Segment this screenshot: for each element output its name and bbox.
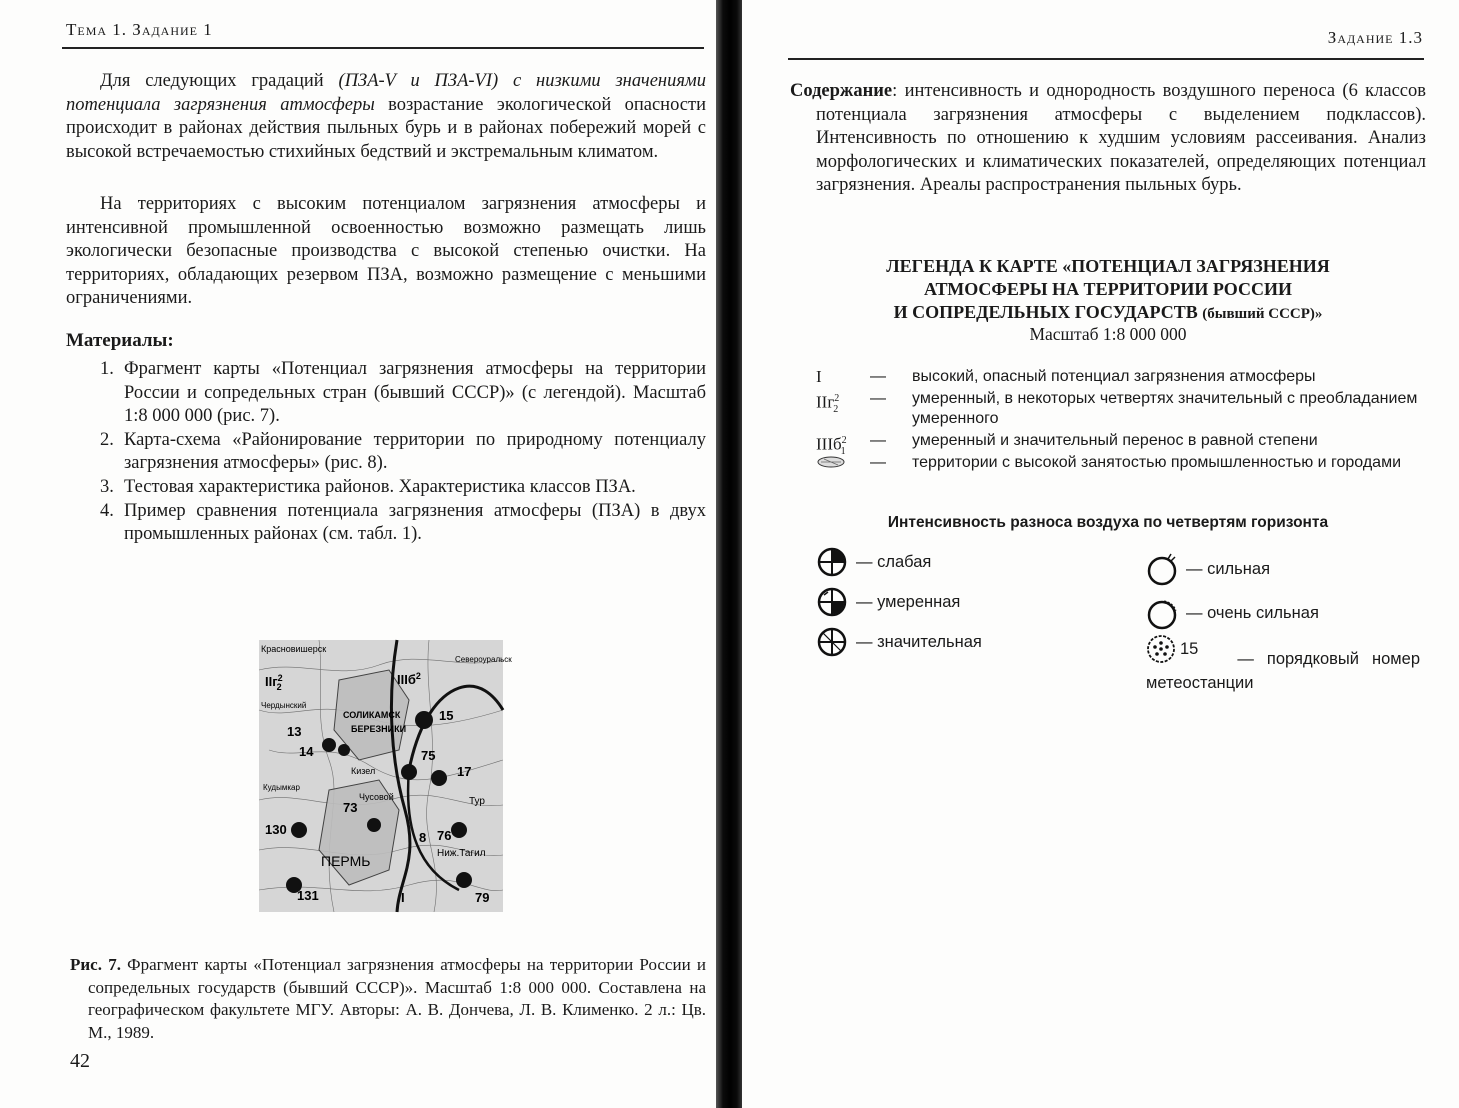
- wind-rose-significant-icon: [816, 626, 848, 658]
- figure-label: Рис. 7.: [70, 955, 121, 974]
- industrial-area-icon: [816, 453, 866, 474]
- map-label-iig: IIг$^2$ 2: [265, 673, 283, 692]
- legend-dash: —: [870, 368, 886, 385]
- intensity-strong-label: — сильная: [1186, 559, 1270, 578]
- map-label-14: 14: [299, 744, 314, 759]
- legend-symbol: IIIб$^2_1$: [816, 434, 847, 458]
- legend-symbol: IIг$^2_2$: [816, 392, 840, 416]
- list-item: [100, 429, 706, 476]
- materials-title: Материалы:: [66, 330, 174, 351]
- legend-item-industrial: [816, 453, 1428, 473]
- station-symbol: [1146, 634, 1198, 664]
- list-item-text: Фрагмент карты «Потенциал загрязнения атмосферы на территории России и сопредельных стран (бывший СССР)» (с легендой). Масштаб 1:8 000 000 (рис. 7).: [124, 359, 706, 427]
- legend-scale: Масштаб 1:8 000 000: [1029, 324, 1187, 344]
- list-item: [100, 500, 706, 547]
- map-label-8: 8: [419, 830, 427, 845]
- wind-rose-very-strong-icon: [1146, 596, 1178, 630]
- legend-item-class-iiib: [816, 431, 1428, 458]
- intensity-very-strong: [1146, 596, 1319, 630]
- map-fragment-drawing: [259, 640, 512, 912]
- map-label-79: 79: [475, 890, 490, 905]
- legend-dash: —: [870, 432, 886, 449]
- intensity-strong: [1146, 552, 1270, 586]
- wind-rose-weak-icon: [816, 546, 848, 578]
- list-item-text: Пример сравнения потенциала загрязнения атмосферы (ПЗА) в двух промышленных районах (см. табл. 1).: [124, 500, 706, 545]
- legend-title: [790, 255, 1426, 326]
- intensity-weak: [816, 546, 931, 578]
- map-label-17: 17: [457, 764, 472, 779]
- legend-text: высокий, опасный потенциал загрязнения атмосферы: [912, 368, 1316, 385]
- map-fragment: [259, 640, 512, 912]
- legend-text: умеренный, в некоторых четвертях значительный с преобладанием умеренного: [912, 390, 1418, 427]
- intensity-very-strong-label: — очень сильная: [1186, 603, 1319, 622]
- legend-title-small: (бывший СССР)»: [1202, 306, 1323, 322]
- list-item-number: 2.: [100, 429, 114, 450]
- intensity-moderate-label: — умеренная: [856, 592, 961, 611]
- map-label-75: 75: [421, 748, 436, 763]
- map-label-chusovoy: Чусовой: [359, 792, 394, 802]
- figure-caption: [70, 954, 706, 1044]
- list-item: [100, 358, 706, 429]
- content-text: : интенсивность и однородность воздушного переноса (6 классов потенциала загрязнения атмосферы с выделением подклассов). Интенсивность по отношению к худшим условиям рассеивания. Анализ морфологических и климатических показателей, определяющих потенциал загрязнения. Ареалы распространения пыльных бурь.: [816, 81, 1426, 196]
- header-rule-left: [62, 47, 704, 49]
- intensity-weak-label: — слабая: [856, 552, 932, 571]
- legend-title-line-3-main: И СОПРЕДЕЛЬНЫХ ГОСУДАРСТВ: [893, 302, 1198, 322]
- legend-items: [816, 367, 1428, 475]
- paragraph-lead: Для следующих градаций: [100, 71, 339, 91]
- list-item-number: 3.: [100, 476, 114, 497]
- wind-rose-strong-icon: [1146, 552, 1178, 586]
- list-item-text: Карта-схема «Районирование территории по природному потенциалу загрязнения атмосферы» (рис. 8).: [124, 429, 706, 474]
- book-gutter: [716, 0, 744, 1108]
- map-label-15: 15: [439, 708, 454, 723]
- content-label: Содержание: [790, 81, 893, 101]
- map-label-severouralsk: Североуральск: [455, 655, 512, 664]
- running-head-left: Тема 1. Задание 1: [66, 20, 213, 39]
- station-number: 15: [1180, 640, 1199, 658]
- map-label-73: 73: [343, 800, 358, 815]
- map-label-76: 76: [437, 828, 452, 843]
- running-head-right: Задание 1.3: [1327, 28, 1423, 47]
- intensity-significant: [816, 626, 982, 658]
- station-text: — порядковый номер метеостанции: [1146, 650, 1420, 692]
- intensity-significant-label: — значительная: [856, 632, 982, 651]
- map-label-roman-i: I: [401, 890, 405, 905]
- list-item: [100, 476, 706, 500]
- paragraph-low-potential: [66, 70, 706, 164]
- legend-title-line-1: ЛЕГЕНДА К КАРТЕ «ПОТЕНЦИАЛ ЗАГРЯЗНЕНИЯ: [886, 256, 1330, 276]
- page-number: 42: [70, 1050, 90, 1072]
- map-label-131: 131: [297, 888, 319, 903]
- list-item-number: 4.: [100, 500, 114, 521]
- legend-symbol: I: [816, 367, 822, 386]
- figure-caption-text: Фрагмент карты «Потенциал загрязнения атмосферы на территории России и сопредельных государств (бывший СССР)». Масштаб 1:8 000 000. Составлена на географическом факультете МГУ. Авторы: А. В. Дончева, Л. В. Клименко. 2 л.: Цв. М., 1989.: [88, 955, 706, 1042]
- intensity-moderate: [816, 586, 960, 618]
- map-label-iiib: IIIб$^2$: [397, 671, 421, 687]
- map-label-13: 13: [287, 724, 302, 739]
- station-note: [1146, 634, 1420, 695]
- legend-dash: —: [870, 454, 886, 471]
- left-page: [0, 0, 718, 1108]
- legend-item-class-i: [816, 367, 1428, 387]
- list-item-text: Тестовая характеристика районов. Характеристика классов ПЗА.: [124, 476, 636, 497]
- map-label-perm: ПЕРМЬ: [321, 853, 371, 869]
- materials-list: [100, 358, 706, 547]
- content-paragraph: [790, 80, 1426, 198]
- legend-dash: —: [870, 390, 886, 407]
- map-label-nizh-tagil: Ниж.Тагил: [437, 848, 486, 859]
- paragraph-high-potential: На территориях с высоким потенциалом загрязнения атмосферы и интенсивной промышленной освоенностью возможно размещать лишь экологически безопасные производства с высокой степенью очистки. На территориях, обладающих резервом ПЗА, возможно размещение с меньшими ограничениями.: [66, 194, 706, 309]
- list-item-number: 1.: [100, 359, 114, 379]
- legend-item-class-iig: [816, 389, 1428, 429]
- map-label-130: 130: [265, 822, 287, 837]
- legend-text: умеренный и значительный перенос в равной степени: [912, 432, 1318, 449]
- paragraph-rest: возрастание экологической опасности происходит в районах действия пыльных бурь и в районах побережий морей с высокой встречаемостью стихийных бедствий и экстремальным климатом.: [66, 94, 706, 162]
- map-label-cherdyn: Чердынский: [261, 701, 307, 710]
- meteo-station-icon: [1146, 634, 1176, 664]
- legend-title-line-3: [790, 301, 1426, 326]
- map-label-kizel: Кизел: [351, 766, 376, 776]
- map-label-kudymkar: Кудымкар: [263, 783, 300, 792]
- header-rule-right: [788, 58, 1424, 60]
- map-label-krasnovishersk: Красновишерск: [261, 644, 327, 654]
- intensity-title: Интенсивность разноса воздуха по четвертям горизонта: [887, 514, 1329, 531]
- map-label-solikamsk: СОЛИКАМСК: [343, 710, 401, 720]
- right-page: [742, 0, 1459, 1108]
- paragraph-italic: (ПЗА-V и ПЗА-VI) с низкими значениями потенциала загрязнения атмосферы: [66, 71, 706, 115]
- legend-text: территории с высокой занятостью промышленностью и городами: [912, 454, 1402, 471]
- map-label-berezniki: БЕРЕЗНИКИ: [351, 724, 407, 734]
- map-label-tur: Тур: [469, 796, 485, 807]
- legend-title-line-2: АТМОСФЕРЫ НА ТЕРРИТОРИИ РОССИИ: [924, 279, 1292, 299]
- wind-rose-moderate-icon: [816, 586, 848, 618]
